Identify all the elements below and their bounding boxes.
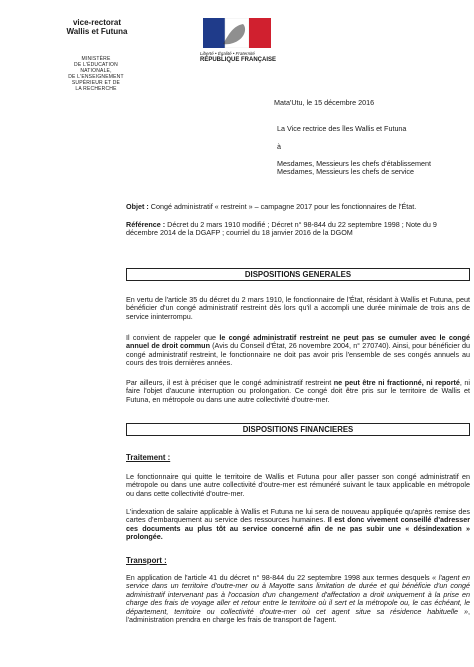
para-text: (Avis du Conseil d'État, 26 novembre 2004, n° 270740). Ainsi, pour bénéficier du congé administratif restreint, le fonctionnaire ne doit pas avoir pris l'ensemble de ses congés annuels au cours des trois dernières années.: [126, 341, 470, 368]
para-bold: Il est donc vivement conseillé d'adresser ces documents au plus tôt au service concerné afin de ne pas subir une « désindexation » prolongée.: [126, 515, 470, 542]
vice-rectorat-logo: [62, 18, 132, 36]
recipient-line: Mesdames, Messieurs les chefs d'établissement: [277, 159, 431, 168]
republique-francaise: RÉPUBLIQUE FRANÇAISE: [200, 57, 277, 63]
paragraph-fractionnement: [126, 379, 470, 404]
logo-line-2: Wallis et Futuna: [66, 27, 128, 36]
heading-transport: Transport :: [126, 556, 167, 565]
para-text: L'indexation de salaire applicable à Wallis et Futuna ne lui sera de nouveau appliquée qu'après remise des cartes d'embarquement au service des ressources humaines.: [126, 507, 470, 525]
ministere-line: NATIONALE,: [80, 68, 112, 74]
addressee-prefix: à: [277, 142, 281, 151]
objet-text: Congé administratif « restreint » – campagne 2017 pour les fonctionnaires de l'État.: [148, 202, 417, 211]
para-text: Il convient de rappeler que: [126, 333, 220, 342]
logo-line-1: vice-rectorat: [72, 18, 122, 27]
paragraph-cumul: [126, 334, 470, 368]
recipients: [277, 160, 467, 177]
para-text: , ni faire l'objet d'aucune interruption ou prolongation. Ce congé doit être pris sur le territoire de Wallis et Futuna, en métropole ou dans une autre collectivité d'outre-mer.: [126, 378, 470, 404]
ministere-block: [62, 56, 130, 92]
ministere-line: MINISTÈRE: [81, 56, 111, 62]
para-bold: ne peut être ni fractionné, ni reporté: [333, 378, 460, 387]
reference-line: [126, 221, 466, 238]
para-text: , l'administration prendra en charge les frais de transport de l'agent.: [126, 606, 470, 625]
reference-text: Décret du 2 mars 1910 modifié ; Décret n° 98-844 du 22 septembre 1998 ; Note du 9 décembre 2014 de la DGAFP ; courriel du 18 janvier 2016 de la DGOM: [126, 220, 437, 238]
paragraph-transport: [126, 574, 470, 624]
para-bold: le congé administratif restreint ne peut pas se cumuler avec le congé annuel de droit commun: [126, 333, 470, 351]
letter-date: Mata'Utu, le 15 décembre 2016: [274, 98, 375, 107]
para-italic: « l'agent en service dans un territoire d'outre-mer ou à Mayotte sans limitation de durée et qui bénéficie d'un congé administratif intervenant pas à l'occasion d'un changement d'affectation a droit uniquement à la prise en charge des frais de voyage aller et retour entre le territoire où il sert et la métropole ou, le cas échéant, le département, territoire ou collectivité d'outre-mer où cet agent situe sa résidence habituelle »: [126, 573, 470, 616]
devise: Liberté • Égalité • Fraternité: [200, 51, 255, 56]
sender: La Vice rectrice des îles Wallis et Futuna: [277, 124, 407, 133]
objet-line: [126, 203, 456, 211]
para-text: Par ailleurs, il est à préciser que le congé administratif restreint: [126, 378, 334, 387]
section-dispositions-financieres: DISPOSITIONS FINANCIERES: [126, 423, 470, 436]
heading-traitement: Traitement :: [126, 453, 171, 462]
reference-label: Référence :: [126, 220, 166, 229]
paragraph-indexation: [126, 508, 470, 542]
ministere-line: DE L'ENSEIGNEMENT: [68, 74, 124, 80]
recipient-line: Mesdames, Messieurs les chefs de service: [277, 167, 415, 177]
objet-label: Objet :: [126, 202, 149, 211]
ministere-line: LA RECHERCHE: [75, 86, 117, 92]
paragraph-article-35: En vertu de l'article 35 du décret du 2 mars 1910, le fonctionnaire de l'État, résidant à Wallis et Futuna, peut bénéficier d'un congé administratif restreint dès lors qu'il a accompli une durée minimale de trois ans de service ininterrompu.: [126, 295, 470, 321]
ministere-line: SUPÉRIEUR ET DE: [71, 80, 121, 86]
section-dispositions-generales: DISPOSITIONS GENERALES: [126, 268, 470, 281]
ministere-line: DE L'ÉDUCATION: [74, 62, 118, 68]
marianne-logo-icon: [203, 18, 271, 48]
paragraph-traitement: Le fonctionnaire qui quitte le territoire de Wallis et Futuna pour aller passer son congé administratif en métropole ou dans une autre collectivité d'outre-mer est rémunéré suivant le taux applicable en métropole ou dans cette collectivité d'outre-mer.: [126, 472, 470, 498]
para-text: En application de l'article 41 du décret n° 98-844 du 22 septembre 1998 aux termes desquels: [126, 573, 433, 582]
